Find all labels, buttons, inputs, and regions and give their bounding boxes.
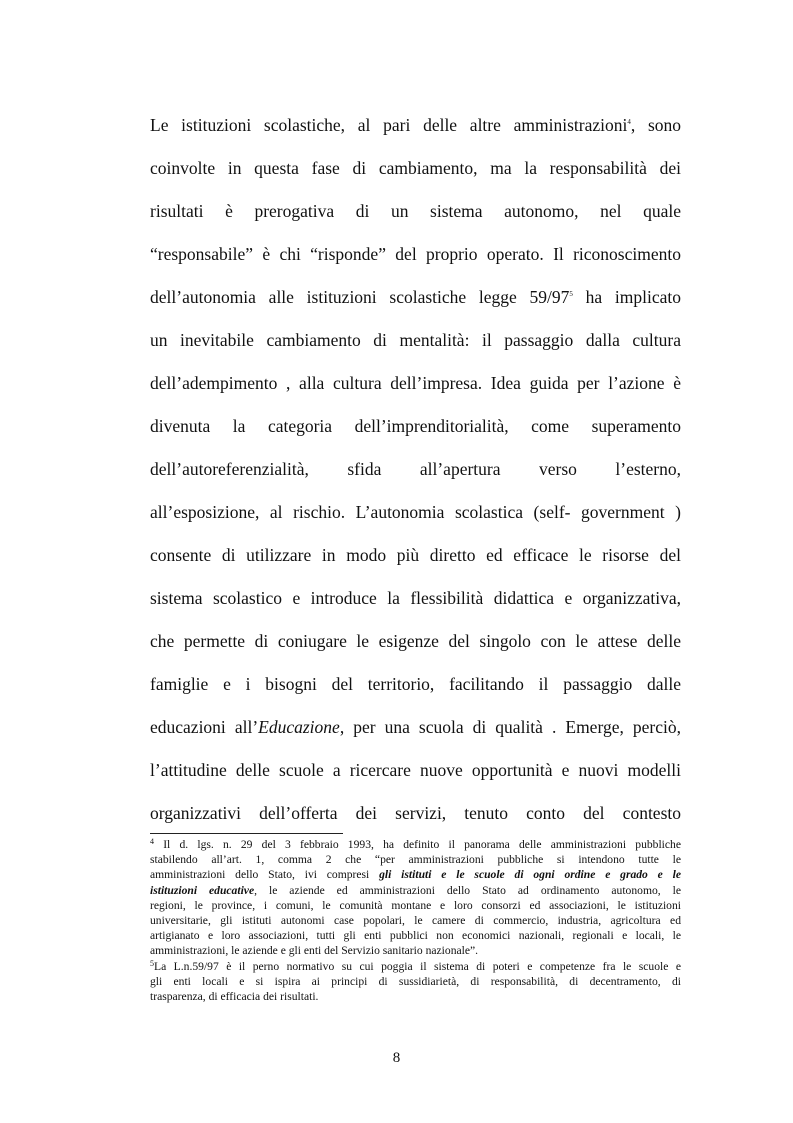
footnote-mark: 5	[150, 958, 154, 968]
footnote-line: artigianato e loro associazioni, tutti gli enti pubblici non economici nazionali, regionali e locali, le	[150, 929, 681, 943]
footnote-line: regioni, le province, i comuni, le comunità montane e loro consorzi ed associazioni, le istituzioni	[150, 898, 681, 912]
text-line: l’attitudine delle scuole a ricercare nuove opportunità e nuovi modelli	[150, 760, 681, 780]
text-line: sistema scolastico e introduce la flessibilità didattica e organizzativa,	[150, 588, 681, 608]
footnote-line: trasparenza, di efficacia dei risultati.	[150, 989, 319, 1003]
footnote-ref-4[interactable]: 4	[627, 118, 631, 126]
footnote-line: universitarie, gli istituti autonomi case popolari, le camere di commercio, industria, agricoltura ed	[150, 913, 681, 927]
text-line: dell’autonomia alle istituzioni scolastiche legge 59/97$^5$ ha implicato	[150, 287, 681, 307]
footnote-line: istituzioni educative, le aziende ed amministrazioni dello Stato ad ordinamento autonomo, le	[150, 883, 681, 897]
text-line: dell’adempimento , alla cultura dell’impresa. Idea guida per l’azione è	[150, 373, 681, 393]
text-line: risultati è prerogativa di un sistema autonomo, nel quale	[150, 201, 681, 221]
footnotes	[150, 837, 681, 1004]
page-number: 8	[392, 1050, 401, 1066]
footnote-4	[150, 837, 681, 959]
footnote-line: $^5$La L.n.59/97 è il perno normativo su cui poggia il sistema di poteri e competenze fra le scuole e	[150, 958, 681, 973]
footnote-emphasis: istituzioni educative	[150, 883, 255, 897]
footnote-line: amministrazioni, le aziende e gli enti del Servizio sanitario nazionale”.	[150, 944, 479, 958]
footnote-ref-5[interactable]: 5	[569, 290, 573, 298]
text-line: famiglie e i bisogni del territorio, facilitando il passaggio dalle	[150, 674, 681, 694]
text-line: organizzativi dell’offerta dei servizi, tenuto conto del contesto	[150, 803, 681, 823]
footnote-5	[150, 959, 681, 1005]
footnote-separator	[150, 833, 343, 834]
text-line: all’esposizione, al rischio. L’autonomia scolastica (self- government )	[150, 502, 681, 522]
footnote-line: $^4$ Il d. lgs. n. 29 del 3 febbraio 1993, ha definito il panorama delle amministrazioni pubbliche	[150, 837, 681, 851]
text-line: consente di utilizzare in modo più diretto ed efficace le risorse del	[150, 545, 681, 565]
footnote-line: stabilendo all’art. 1, comma 2 che “per amministrazioni pubbliche si intendono tutte le	[150, 853, 681, 867]
text-line: “responsabile” è chi “risponde” del proprio operato. Il riconoscimento	[150, 244, 681, 264]
text-line: educazioni all’Educazione, per una scuola di qualità . Emerge, perciò,	[150, 717, 681, 737]
footnote-mark: 4	[150, 837, 154, 846]
text-line: che permette di coniugare le esigenze del singolo con le attese delle	[150, 631, 681, 651]
text-line: un inevitabile cambiamento di mentalità: il passaggio dalla cultura	[150, 330, 681, 350]
text-line: dell’autoreferenzialità, sfida all’apertura verso l’esterno,	[150, 459, 681, 479]
footnote-line: gli enti locali e si ispira ai principi di sussidiarietà, di responsabilità, di decentramento, di	[150, 974, 681, 988]
footnote-line: amministrazioni dello Stato, ivi compresi gli istituti e le scuole di ogni ordine e grado e le	[150, 868, 682, 882]
emphasis-educazione: Educazione	[258, 717, 340, 737]
text-line: coinvolte in questa fase di cambiamento, ma la responsabilità dei	[150, 158, 681, 178]
body-paragraph	[150, 104, 681, 835]
text-line: Le istituzioni scolastiche, al pari delle altre amministrazioni$^4$, sono	[150, 115, 682, 135]
text-line: divenuta la categoria dell’imprenditorialità, come superamento	[150, 416, 681, 436]
footnote-emphasis: gli istituti e le scuole di ogni ordine e grado e le	[379, 868, 682, 882]
